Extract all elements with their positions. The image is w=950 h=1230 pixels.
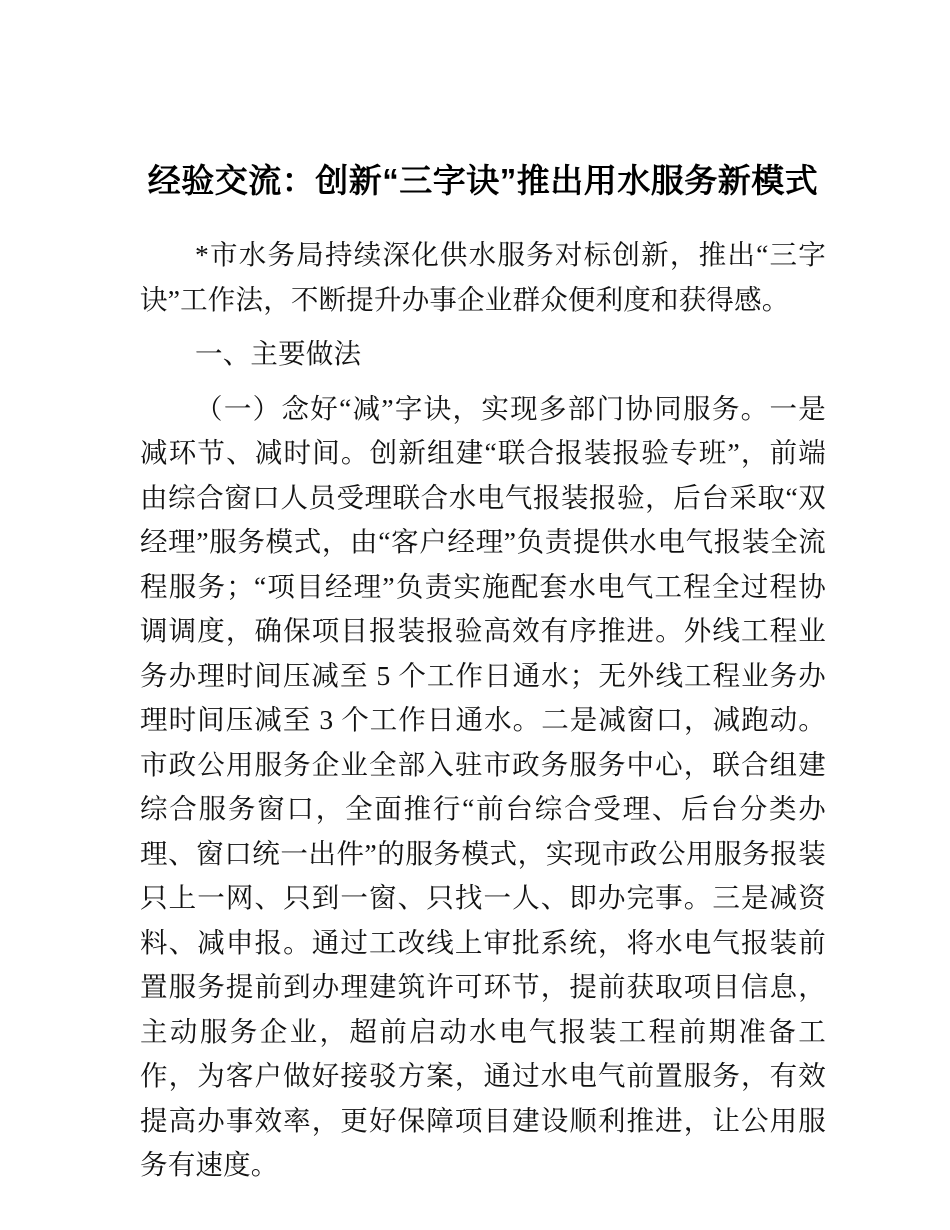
subsection-paragraph-one: （一）念好“减”字诀，实现多部门协同服务。一是减环节、减时间。创新组建“联合报装报验专班”，前端由综合窗口人员受理联合水电气报装报验，后台采取“双经理”服务模式，由“客户经理”负责提供水电气报装全流程服务；“项目经理”负责实施配套水电气工程全过程协调调度，确保项目报装报验高效有序推进。外线工程业务办理时间压减至 5 个工作日通水；无外线工程业务办理时间压减至 3 个工作日通水。二是减窗口，减跑动。市政公用服务企业全部入驻市政务服务中心，联合组建综合服务窗口，全面推行“前台综合受理、后台分类办理、窗口统一出件”的服务模式，实现市政公用服务报装只上一网、只到一窗、只找一人、即办完事。三是减资料、减申报。通过工改线上审批系统，将水电气报装前置服务提前到办理建筑许可环节，提前获取项目信息，主动服务企业，超前启动水电气报装工程前期准备工作，为客户做好接驳方案，通过水电气前置服务，有效提高办事效率，更好保障项目建设顺利推进，让公用服务有速度。 — [140, 392, 826, 1180]
intro-paragraph: *市水务局持续深化供水服务对标创新，推出“三字诀”工作法，不断提升办事企业群众便利度和获得感。 — [140, 239, 826, 315]
section-heading-main-practices: 一、主要做法 — [195, 338, 362, 369]
page-title: 经验交流：创新“三字诀”推出用水服务新模式 — [147, 162, 819, 199]
document-body — [140, 0, 826, 1188]
